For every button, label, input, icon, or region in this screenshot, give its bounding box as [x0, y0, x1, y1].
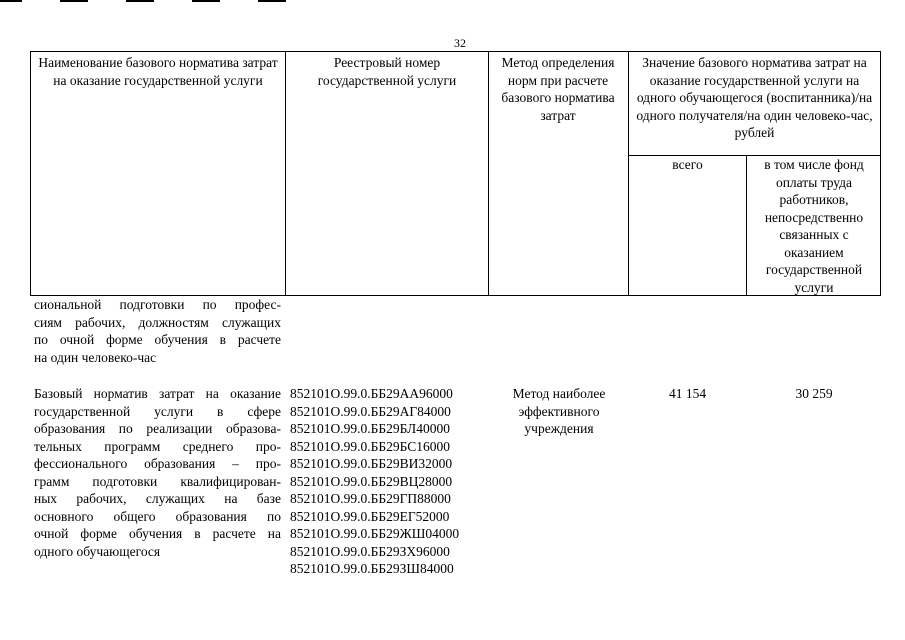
continuation-line: по очной форме обучения в расчете — [34, 332, 281, 347]
row-name-line: Базовый норматив затрат на оказание — [34, 386, 281, 401]
row-name-line: ных рабочих, служащих на базе — [34, 491, 281, 506]
continuation-line: на один человеко-час — [34, 349, 157, 365]
row-name-line: образования по реализации образова- — [34, 421, 281, 436]
header-vline — [30, 51, 31, 296]
registry-code: 852101О.99.0.ББ29ЖШ04000 — [290, 526, 460, 541]
scan-mark — [192, 0, 220, 2]
scan-marks — [0, 0, 905, 12]
scan-mark — [126, 0, 154, 2]
row-name — [34, 385, 281, 560]
continuation-line: сиональной подготовки по профес- — [34, 297, 281, 312]
registry-code: 852101О.99.0.ББ29ЗШ84000 — [290, 561, 454, 576]
row-name-line: очной форме обучения в расчете на — [34, 526, 281, 541]
header-top-border — [30, 51, 881, 52]
continuation-line: сиям рабочих, должностям служащих — [34, 314, 281, 330]
scan-mark — [60, 0, 88, 2]
row-method: Метод наиболее эффективного учреждения — [512, 386, 606, 436]
header-method-column: Метод определения норм при расчете базового норматива затрат — [501, 55, 615, 123]
header-vline — [628, 51, 629, 296]
registry-code: 852101О.99.0.ББ29ВЦ28000 — [290, 473, 453, 489]
registry-code: 852101О.99.0.ББ29БС16000 — [290, 438, 451, 454]
scan-mark — [258, 0, 286, 2]
row-name-line: одного обучающегося — [34, 543, 161, 559]
registry-code: 852101О.99.0.ББ29АА96000 — [290, 386, 453, 401]
header-vline — [285, 51, 286, 296]
header-value-column: Значение базового норматива затрат на оказание государственной услуги на одного обучающегося (воспитанника)/на одного получателя/на один человеко-час, рублей — [636, 55, 873, 140]
row-total-value: 41 154 — [668, 386, 707, 401]
row-name-line: грамм подготовки квалифицирован- — [34, 473, 281, 489]
row-payroll-value: 30 259 — [795, 386, 833, 401]
header-vline — [746, 155, 747, 296]
registry-codes — [290, 385, 486, 578]
registry-code: 852101О.99.0.ББ29БЛ40000 — [290, 421, 450, 436]
row-name-line: основного общего образования по — [34, 508, 281, 524]
row-name-line: фессионального образования – про- — [34, 456, 281, 471]
registry-code: 852101О.99.0.ББ29АГ84000 — [290, 403, 451, 419]
row-name-line: государственной услуги в сфере — [34, 403, 281, 419]
header-total-column: всего — [672, 157, 703, 172]
header-vline — [880, 51, 881, 296]
header-vline — [488, 51, 489, 296]
page-number: 32 — [454, 36, 466, 50]
registry-code: 852101О.99.0.ББ29ВИ32000 — [290, 456, 453, 471]
header-name-column: Наименование базового норматива затрат на оказание государственной услуги — [38, 55, 278, 88]
header-registry-column: Реестровый номер государственной услуги — [317, 55, 457, 88]
registry-code: 852101О.99.0.ББ29ГП88000 — [290, 491, 451, 506]
row-name-line: тельных программ среднего про- — [34, 438, 281, 454]
registry-code: 852101О.99.0.ББ29ЗХ96000 — [290, 543, 450, 559]
continuation-text — [34, 296, 281, 366]
scan-mark — [0, 0, 22, 2]
registry-code: 852101О.99.0.ББ29ЕГ52000 — [290, 508, 450, 524]
header-payroll-column: в том числе фонд оплаты труда работников, непосредственно связанных с оказанием государственной услуги — [764, 157, 864, 295]
